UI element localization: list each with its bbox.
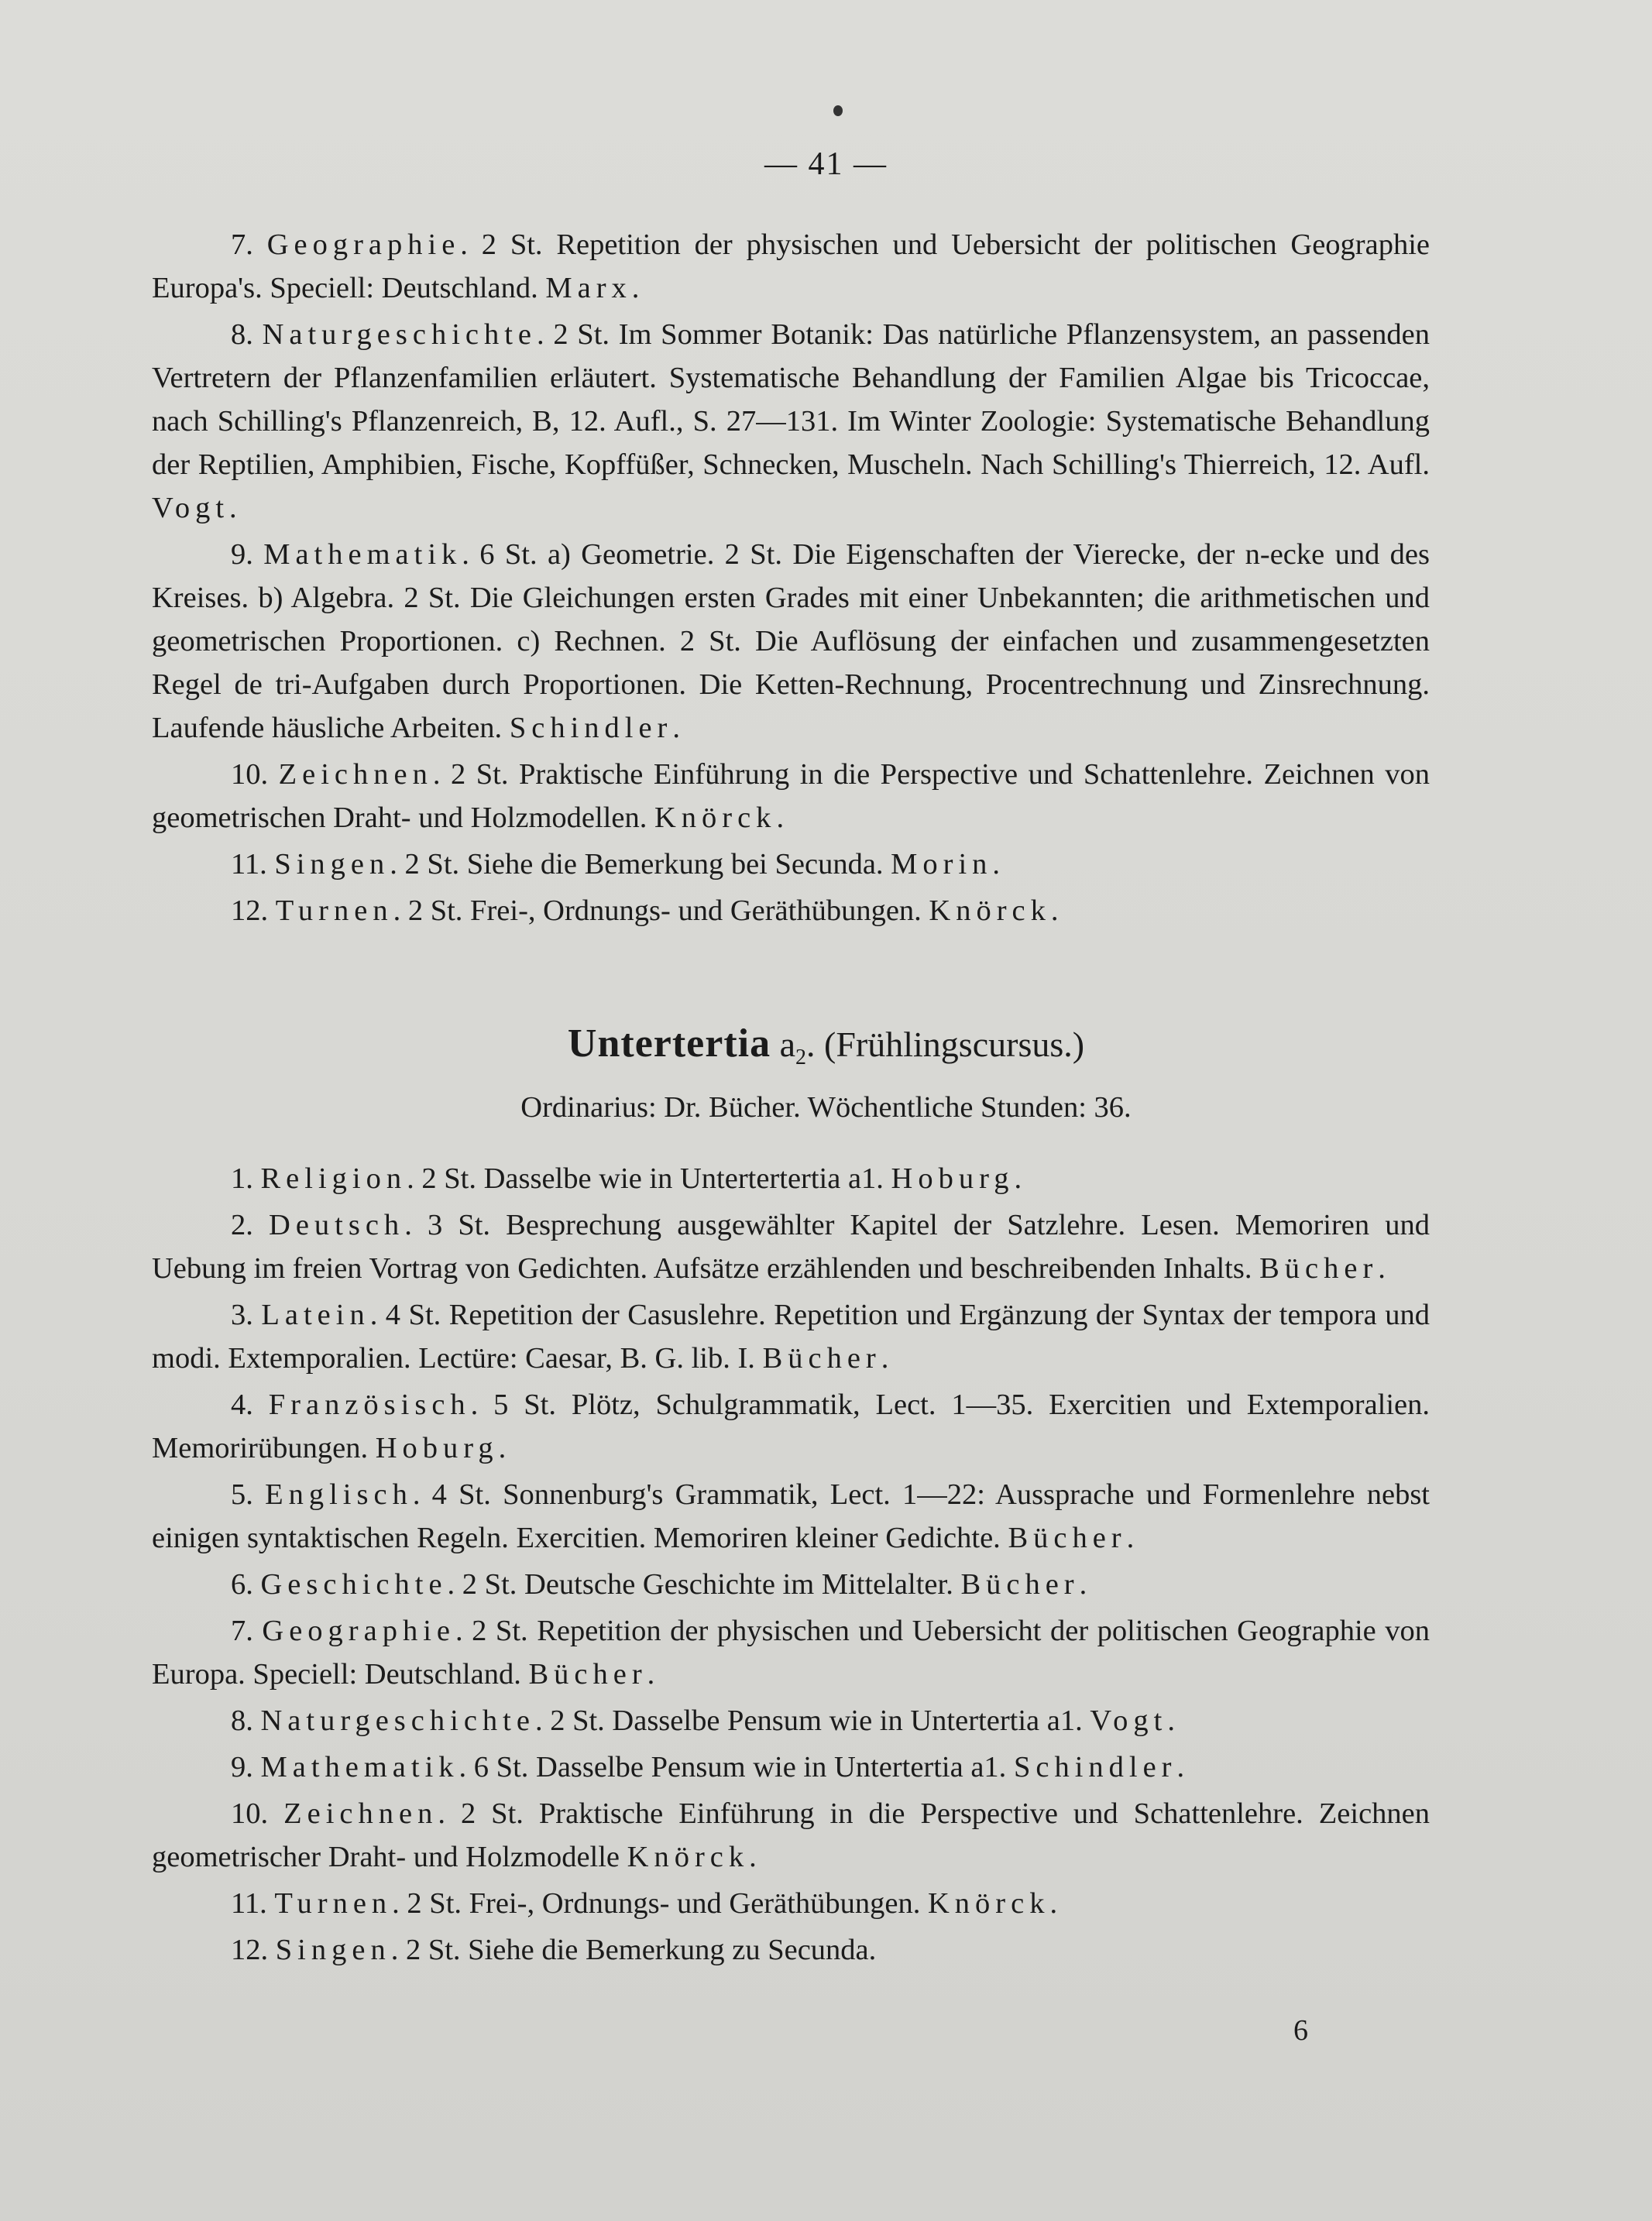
- entry-subject: Singen: [275, 1934, 391, 1966]
- entry-subject: Turnen: [275, 894, 393, 927]
- entry-number: 9.: [231, 538, 264, 571]
- syllabus-entry: [152, 313, 1430, 530]
- syllabus-entry: [152, 1699, 1430, 1742]
- section-heading: [0, 1021, 1652, 1070]
- entry-description: . 2 St. Repetition der physischen und Uebersicht der politischen Geographie Europa's. Speciell: Deutschland.: [152, 228, 1430, 304]
- entry-end: .: [1050, 894, 1059, 927]
- syllabus-entry: [152, 1383, 1430, 1470]
- entry-description: . 2 St. Deutsche Geschichte im Mittelalter.: [447, 1568, 961, 1601]
- entry-number: 8.: [231, 1704, 261, 1737]
- entry-number: 12.: [231, 894, 276, 927]
- syllabus-entry: [152, 1157, 1430, 1200]
- entry-number: 7.: [231, 228, 267, 261]
- entry-description: . 6 St. a) Geometrie. 2 St. Die Eigenschaften der Vierecke, der n-ecke und des Kreises. b) Algebra. 2 St. Die Gleichungen ersten Grades mit einer Unbekannten; die arithmetischen und geometrischen Proportionen. c) Rechnen. 2 St. Die Auflösung der einfachen und zusammengesetzten Regel de tri-Aufgaben durch Proportionen. Die Ketten-Rechnung, Procentrechnung und Zinsrechnung. Laufende häusliche Arbeiten.: [152, 538, 1430, 744]
- entry-description: . 3 St. Besprechung ausgewählter Kapitel der Satzlehre. Lesen. Memoriren und Uebung im freien Vortrag von Gedichten. Aufsätze erzählenden und beschreibenden Inhalts.: [152, 1209, 1430, 1285]
- entry-end: .: [672, 712, 680, 744]
- entry-number: 1.: [231, 1162, 261, 1195]
- entry-subject: Englisch: [265, 1478, 413, 1511]
- section-class-code: $a_2$.: [779, 1025, 825, 1070]
- entry-end: .: [1079, 1568, 1087, 1601]
- entry-subject: Geschichte: [260, 1568, 448, 1601]
- entry-description: . 4 St. Repetition der Casuslehre. Repetition und Ergänzung der Syntax der tempora und modi. Extemporalien. Lectüre: Caesar, B. G. lib. I.: [152, 1299, 1430, 1375]
- entry-end: .: [992, 848, 1001, 881]
- entry-description: . 2 St. Frei-, Ordnungs- und Geräthübungen.: [392, 1887, 928, 1920]
- entry-teacher: Marx: [545, 272, 632, 304]
- entry-description: . 2 St. Siehe die Bemerkung zu Secunda.: [390, 1934, 877, 1966]
- entry-subject: Singen: [274, 848, 390, 881]
- entry-description: . 2 St. Praktische Einführung in die Perspective und Schattenlehre. Zeichnen von geometrischen Draht- und Holzmodellen.: [152, 758, 1430, 834]
- entry-description: . 2 St. Frei-, Ordnungs- und Geräthübungen.: [393, 894, 929, 927]
- entry-end: .: [229, 492, 237, 524]
- entry-subject: Naturgeschichte: [260, 1704, 535, 1737]
- syllabus-block-untertertia-a2: [152, 1157, 1430, 1975]
- syllabus-entry: [152, 223, 1430, 310]
- syllabus-entry: [152, 1609, 1430, 1696]
- entry-teacher: Knörck: [928, 1887, 1050, 1920]
- section-title: Untertertia: [567, 1021, 771, 1066]
- entry-end: .: [1378, 1252, 1386, 1285]
- entry-teacher: Schindler: [1013, 1751, 1177, 1783]
- entry-teacher: Bücher: [1259, 1252, 1379, 1285]
- entry-end: .: [881, 1342, 889, 1375]
- entry-subject: Französisch: [268, 1389, 471, 1421]
- entry-subject: Mathematik: [263, 538, 462, 571]
- entry-number: 11.: [231, 848, 275, 881]
- entry-subject: Zeichnen: [283, 1797, 438, 1830]
- entry-subject: Geographie: [266, 228, 461, 261]
- entry-subject: Naturgeschichte: [262, 318, 538, 351]
- entry-subject: Religion: [260, 1162, 407, 1195]
- entry-end: .: [1176, 1751, 1185, 1783]
- entry-number: 11.: [231, 1887, 275, 1920]
- entry-end: .: [1014, 1162, 1022, 1195]
- entry-number: 6.: [231, 1568, 261, 1601]
- entry-teacher: Knörck: [627, 1841, 750, 1873]
- syllabus-entry: [152, 533, 1430, 750]
- entry-description: . 2 St. Siehe die Bemerkung bei Secunda.: [390, 848, 891, 881]
- entry-end: .: [749, 1841, 757, 1873]
- signature-mark: 6: [1293, 2014, 1308, 2047]
- entry-description: . 4 St. Sonnenburg's Grammatik, Lect. 1—22: Aussprache und Formenlehre nebst einigen syntaktischen Regeln. Exercitien. Memoriren kleiner Gedichte.: [152, 1478, 1430, 1554]
- entry-end: .: [647, 1658, 655, 1691]
- entry-description: . 2 St. Repetition der physischen und Uebersicht der politischen Geographie von Europa. Speciell: Deutschland.: [152, 1615, 1430, 1691]
- entry-description: . 2 St. Dasselbe wie in Untertertertia a1.: [407, 1162, 891, 1195]
- entry-description: . 2 St. Im Sommer Botanik: Das natürliche Pflanzensystem, an passenden Vertretern der Pflanzenfamilien erläutert. Systematische Behandlung der Familien Algae bis Tricoccae, nach Schilling's Pflanzenreich, B, 12. Aufl., S. 27—131. Im Winter Zoologie: Systematische Behandlung der Reptilien, Amphibien, Fische, Kopffüßer, Schnecken, Muscheln. Nach Schilling's Thierreich, 12. Aufl.: [152, 318, 1430, 481]
- entry-teacher: Vogt: [1090, 1704, 1168, 1737]
- entry-teacher: Schindler: [509, 712, 673, 744]
- syllabus-entry: [152, 1882, 1430, 1925]
- section-course: (Frühlingscursus.): [824, 1025, 1085, 1064]
- entry-teacher: Knörck: [929, 894, 1051, 927]
- entry-number: 4.: [231, 1389, 269, 1421]
- entry-number: 2.: [231, 1209, 270, 1241]
- entry-number: 10.: [231, 758, 279, 791]
- entry-description: . 2 St. Praktische Einführung in die Perspective und Schattenlehre. Zeichnen geometrischer Draht- und Holzmodelle: [152, 1797, 1430, 1873]
- entry-end: .: [1049, 1887, 1058, 1920]
- entry-teacher: Hoburg: [375, 1432, 499, 1464]
- entry-end: .: [631, 272, 640, 304]
- ordinarius-line: Ordinarius: Dr. Bücher. Wöchentliche Stunden: 36.: [520, 1091, 1132, 1124]
- entry-subject: Geographie: [262, 1615, 455, 1647]
- entry-subject: Latein: [261, 1299, 370, 1331]
- entry-end: .: [1167, 1704, 1176, 1737]
- entry-description: . 5 St. Plötz, Schulgrammatik, Lect. 1—35. Exercitien und Extemporalien. Memorirübungen.: [152, 1389, 1430, 1464]
- entry-subject: Deutsch: [269, 1209, 405, 1241]
- syllabus-entry: [152, 1563, 1430, 1606]
- entry-teacher: Vogt: [152, 492, 230, 524]
- entry-description: . 6 St. Dasselbe Pensum wie in Untertertia a1.: [459, 1751, 1014, 1783]
- entry-number: 9.: [231, 1751, 261, 1783]
- syllabus-entry: [152, 1473, 1430, 1560]
- entry-teacher: Hoburg: [891, 1162, 1015, 1195]
- entry-teacher: Bücher: [528, 1658, 647, 1691]
- ink-dot: [833, 105, 843, 116]
- syllabus-entry: [152, 1928, 1430, 1972]
- entry-teacher: Morin: [891, 848, 993, 881]
- entry-number: 5.: [231, 1478, 266, 1511]
- entry-subject: Zeichnen: [278, 758, 433, 791]
- entry-number: 7.: [231, 1615, 263, 1647]
- syllabus-entry: [152, 753, 1430, 839]
- entry-teacher: Bücher: [960, 1568, 1080, 1601]
- entry-number: 12.: [231, 1934, 276, 1966]
- entry-end: .: [776, 802, 785, 834]
- entry-subject: Turnen: [274, 1887, 393, 1920]
- entry-teacher: Bücher: [762, 1342, 881, 1375]
- entry-description: . 2 St. Dasselbe Pensum wie in Untertertia a1.: [534, 1704, 1090, 1737]
- entry-end: .: [1126, 1522, 1135, 1554]
- entry-teacher: Knörck: [654, 802, 777, 834]
- syllabus-entry: [152, 843, 1430, 886]
- syllabus-entry: [152, 1293, 1430, 1380]
- syllabus-block-previous: [152, 223, 1430, 935]
- entry-subject: Mathematik: [260, 1751, 459, 1783]
- entry-number: 10.: [231, 1797, 284, 1830]
- entry-end: .: [498, 1432, 507, 1464]
- entry-number: 3.: [231, 1299, 262, 1331]
- page-number: — 41 —: [764, 146, 888, 182]
- syllabus-entry: [152, 1746, 1430, 1789]
- syllabus-entry: [152, 1792, 1430, 1879]
- entry-number: 8.: [231, 318, 263, 351]
- entry-teacher: Bücher: [1008, 1522, 1127, 1554]
- syllabus-entry: [152, 1203, 1430, 1290]
- syllabus-entry: [152, 889, 1430, 932]
